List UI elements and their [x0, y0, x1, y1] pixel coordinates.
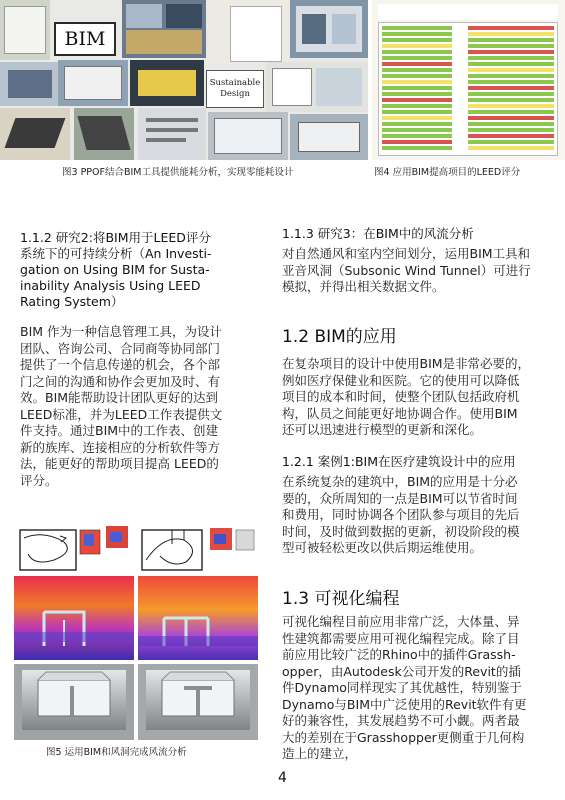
section-1-2-paragraph — [282, 356, 552, 439]
figure-3-collage — [0, 0, 368, 160]
paragraph-line: 要的，众所周知的一点是BIM可以节省时间 — [282, 490, 518, 506]
paragraph-line: 型可被轻松更改以供后期运维使用。 — [282, 540, 483, 555]
figure-3-caption: 图3 PPOF结合BIM工具提供能耗分析，实现零能耗设计 — [62, 167, 294, 178]
paragraph-line: opper，由Autodesk公司开发的Revit的插 — [282, 663, 521, 679]
quote-panel — [230, 6, 282, 62]
heading-line: inability Analysis Using LEED — [20, 278, 201, 293]
heading-line: 1.1.2 研究2:将BIM用于LEED评分 — [20, 230, 211, 245]
paragraph-line: 还可以迅速进行模型的更新和深化。 — [282, 422, 483, 437]
paragraph-line: 在复杂项目的设计中使用BIM是非常必要的， — [282, 356, 531, 371]
paragraph-line: BIM 作为一种信息管理工具，为设计 — [20, 324, 223, 339]
paragraph-line: 例如医疗保健业和医院。它的使用可以降低 — [282, 372, 520, 388]
paragraph-line: Dynamo与BIM中广泛使用的Revit软件有更 — [282, 696, 527, 712]
section-1-2-1-heading: 1.2.1 案例1:BIM在医疗建筑设计中的应用 — [282, 454, 516, 469]
paragraph-line: 对自然通风和室内空间划分，运用BIM工具和 — [282, 246, 531, 261]
figure-4-leed-scorecard — [372, 0, 565, 160]
paragraph-line: 评分。 — [20, 472, 58, 488]
paragraph-line: 好的兼容性，其发展趋势不可小觑。两者最 — [282, 713, 520, 728]
paragraph-line: 和费用，同时协调各个团队参与项目的先后 — [282, 507, 520, 522]
section-1-3-paragraph — [282, 614, 557, 763]
sustainable-label: Sustainable — [209, 78, 261, 88]
paragraph-line: 前应用比较广泛的Rhino中的插件Grassh- — [282, 647, 516, 662]
flow-diagram-right — [142, 528, 254, 570]
page-number: 4 — [278, 770, 287, 786]
figure-5-caption: 图5 运用BIM和风洞完成风流分析 — [46, 747, 187, 758]
wind-analysis-graphic — [14, 520, 258, 740]
paragraph-line: 效。BIM能帮助设计团队更好的达到 — [20, 390, 219, 405]
paragraph-line: 大的差别在于Grasshopper更侧重于几何构 — [282, 729, 525, 745]
paragraph-line: 构，队员之间能更好地协调合作。使用BIM — [282, 405, 518, 421]
heading-line: Rating System） — [20, 294, 124, 309]
paragraph-line: 件支持。通过BIM中的工作表、创建 — [20, 423, 219, 438]
section-1-1-2-paragraph — [20, 324, 270, 489]
paragraph-line: 新的族库、连接相应的分析软件等方 — [20, 439, 221, 455]
paragraph-line: 可视化编程目前应用非常广泛，大体量、异 — [282, 614, 520, 629]
heatmap-right — [138, 576, 258, 660]
paragraph-line: 性建筑都需要应用可视化编程完成。除了目 — [282, 630, 520, 646]
figure-strip — [0, 0, 565, 160]
flow-diagram-left — [20, 530, 100, 570]
paragraph-line: 提供了一个信息传递的机会，各个部 — [20, 357, 221, 372]
paragraph-line: 项目的成本和时间，使整个团队包括政府机 — [282, 389, 520, 404]
figure-5-wind-analysis — [14, 520, 258, 740]
paragraph-line: 亚音风洞（Subsonic Wind Tunnel）可进行 — [282, 262, 531, 278]
section-1-2-1-paragraph — [282, 474, 552, 557]
design-label: Design — [220, 89, 250, 99]
figure-4-caption: 图4 应用BIM提高项目的LEED评分 — [374, 167, 521, 178]
section-1-1-3-heading: 1.1.3 研究3：在BIM中的风流分析 — [282, 226, 474, 241]
sustainable-design-label — [206, 70, 264, 108]
heading-line: gation on Using BIM for Susta- — [20, 262, 210, 277]
section-1-3-heading: 1.3 可视化编程 — [282, 589, 400, 609]
paragraph-line: 在系统复杂的建筑中，BIM的应用是十分必 — [282, 474, 518, 489]
paragraph-line: 模拟，并得出相关数据文件。 — [282, 279, 445, 294]
section-1-2-heading: 1.2 BIM的应用 — [282, 327, 397, 347]
bim-image-label: BIM — [54, 22, 116, 56]
section-1-1-3-paragraph — [282, 246, 552, 296]
flow-diagram-mid — [106, 526, 128, 548]
paragraph-line: LEED标准，并为LEED工作表提供文 — [20, 406, 223, 422]
paragraph-line: 时间，及时做到数据的更新，初设阶段的模 — [282, 523, 520, 539]
wind-tunnel-model-left — [14, 664, 134, 740]
section-1-1-2-heading — [20, 230, 270, 310]
paragraph-line: 件Dynamo同样现实了其优越性，特别鉴于 — [282, 680, 522, 695]
paragraph-line: 门之间的沟通和协作会更加及时、有 — [20, 373, 221, 389]
paragraph-line: 法，能更好的帮助项目提高 LEED的 — [20, 456, 219, 471]
paragraph-line: 团队、咨询公司、合同商等协同部门 — [20, 340, 221, 356]
leed-scorecard-header — [378, 4, 558, 20]
wind-tunnel-model-right — [138, 664, 258, 740]
paragraph-line: 造上的建立， — [282, 746, 358, 761]
heading-line: 系统下的可持续分析（An Investi- — [20, 246, 212, 261]
heatmap-left — [14, 576, 134, 660]
